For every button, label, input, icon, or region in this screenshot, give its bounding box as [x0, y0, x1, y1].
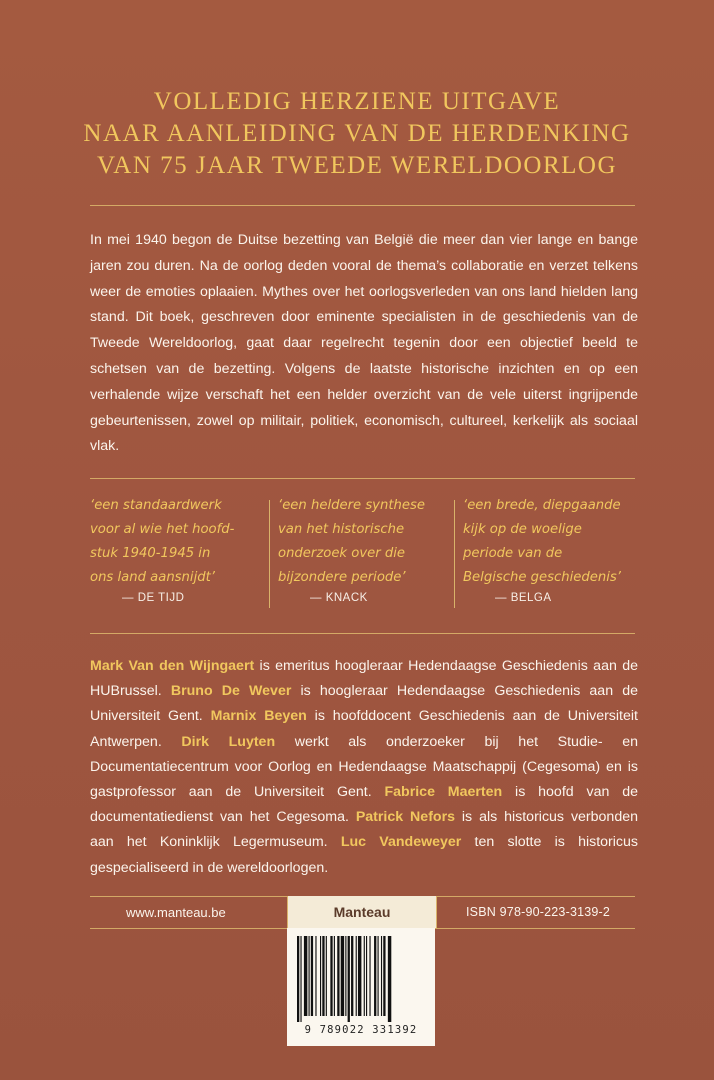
quote-source: — BELGA: [495, 592, 552, 604]
quote-source: — KNACK: [310, 592, 368, 604]
barcode-bar: [341, 936, 344, 1016]
intro-paragraph: In mei 1940 begon de Duitse bezetting van België die meer dan vier lange en bange jaren zou duren. Na de oorlog deden vooral de thema’s collaboratie en verzet telkens weer de emoties oplaaien. Mythes over het oorlogsverleden van ons land hielden lang stand. Dit boek, geschreven door eminente specialisten in de geschiedenis van de Tweede Wereldoorlog, gaat daar regelrecht tegenin door een objectief beeld te schetsen van de bezetting. Volgens de laatste historische inzichten en op een verhalende wijze verschaft het een helder overzicht van de vele uiterst ingrijpende gebeurtenissen, zowel op militair, politiek, economisch, cultureel, kerkelijk als sociaal vlak.: [90, 232, 638, 455]
divider-rule: [90, 633, 635, 634]
barcode-number: 9 789022 331392: [304, 1024, 418, 1036]
barcode-bar: [320, 936, 321, 1016]
barcode-bar: [383, 936, 385, 1016]
barcode-bar: [356, 936, 357, 1016]
barcode-bar: [369, 936, 370, 1016]
barcode-bar: [334, 936, 335, 1016]
barcode-bar: [381, 936, 382, 1016]
publisher-box: [287, 896, 437, 928]
barcode-bar: [326, 936, 327, 1016]
barcode-bar: [322, 936, 324, 1016]
barcode: [287, 928, 435, 1046]
barcode-bar: [330, 936, 332, 1016]
divider-rule: [90, 205, 635, 206]
press-quote: [278, 494, 448, 604]
author-name: Luc Vandeweyer: [340, 834, 462, 851]
barcode-bar: [348, 936, 350, 1022]
barcode-bar: [309, 936, 310, 1016]
press-quote: [90, 494, 260, 604]
author-bio: ten slotte is historicus gespecialiseerd in de wereldoorlogen.: [90, 834, 638, 876]
headline: [0, 86, 714, 182]
headline-line: VOLLEDIG HERZIENE UITGAVE: [153, 88, 561, 115]
divider-rule: [90, 478, 635, 479]
quote-source: — DE TIJD: [122, 592, 185, 604]
quote-text: ‘een standaardwerk voor al wie het hoofd- stuk 1940-1945 in ons land aansnijdt’: [90, 498, 235, 585]
author-name: Fabrice Maerten: [384, 784, 503, 801]
barcode-bar: [374, 936, 376, 1016]
quote-divider: [454, 500, 455, 608]
barcode-bar: [311, 936, 313, 1016]
author-bio: is als historicus verbonden aan het Koninklijk Legermuseum.: [90, 809, 638, 851]
barcode-bar: [358, 936, 361, 1016]
press-quote: [463, 494, 641, 604]
author-bio: is hoogleraar Hedendaagse Geschiedenis aan de Universiteit Gent.: [90, 683, 638, 725]
headline-line: NAAR AANLEIDING VAN DE HERDENKING: [83, 120, 631, 147]
author-bio: werkt als onderzoeker bij het Studie- en Documentatiecentrum voor Oorlog en Hedendaagse Maatschappij (Cegesoma) en is gastprofessor aan de Universiteit Gent.: [90, 733, 638, 801]
barcode-bar: [315, 936, 316, 1016]
barcode-bar: [388, 936, 391, 1022]
author-name: Bruno De Wever: [170, 683, 292, 700]
author-bio: is hoofd van de documentatiedienst van het Cegesoma.: [90, 784, 638, 826]
press-quotes: [90, 494, 638, 624]
barcode-bar: [364, 936, 365, 1016]
barcode-bar: [366, 936, 367, 1016]
barcode-bars: [295, 936, 427, 1022]
author-name: Mark Van den Wijngaert: [90, 658, 255, 674]
isbn: ISBN 978-90-223-3139-2: [466, 905, 611, 919]
author-name: Marnix Beyen: [210, 708, 307, 725]
quote-text: ‘een brede, diepgaande kijk op de woelige periode van de Belgische geschiedenis’: [463, 498, 621, 585]
quote-text: ‘een heldere synthese van het historische onderzoek over die bijzondere periode’: [278, 498, 425, 585]
quote-divider: [269, 500, 270, 608]
barcode-bar: [351, 936, 353, 1016]
headline-line: VAN 75 JAAR TWEEDE WERELDOORLOG: [96, 152, 618, 179]
author-bio: is emeritus hoogleraar Hedendaagse Geschiedenis aan de HUBrussel.: [90, 658, 638, 700]
author-name: Dirk Luyten: [181, 733, 276, 750]
publisher-url: www.manteau.be: [126, 905, 226, 920]
barcode-bar: [378, 936, 379, 1016]
barcode-bar: [304, 936, 307, 1016]
publisher-name: Manteau: [333, 904, 391, 920]
author-bios: [90, 654, 638, 881]
author-bio: is hoofddocent Geschiedenis aan de Universiteit Antwerpen.: [90, 708, 638, 750]
author-name: Patrick Nefors: [355, 809, 455, 826]
barcode-bar: [345, 936, 346, 1016]
barcode-bar: [300, 936, 301, 1022]
barcode-bar: [297, 936, 299, 1022]
barcode-bar: [337, 936, 339, 1016]
